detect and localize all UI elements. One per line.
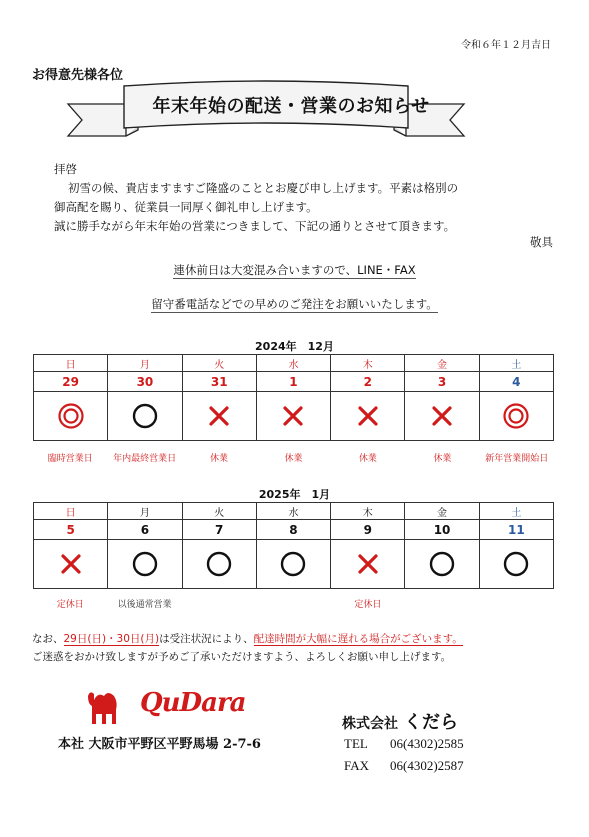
notice-text: 留守番電話などでの早めのご発注をお願いいたします。 [151,297,438,311]
status-cell [405,392,479,441]
date-cell: 9 [331,520,405,540]
double-circle-mark-icon [57,402,85,430]
footer-note [32,630,463,666]
date-cell: 7 [182,520,256,540]
weekday-cell: 水 [256,503,330,520]
status-cell [34,392,108,441]
cross-mark-icon [354,550,382,578]
double-circle-mark-icon [502,402,530,430]
date-row [34,520,554,540]
letter-line: 御高配を賜り、従業員一同厚く御礼申し上げます。 [54,200,318,214]
status-cell [182,392,256,441]
weekday-cell: 金 [405,503,479,520]
calendar-dec-title: 2024年 12月 [255,340,334,353]
fax-number: 06(4302)2587 [390,758,464,773]
date-cell: 30 [108,372,182,392]
head-office-address: 本社 大阪市平野区平野馬場 2-7-6 [58,737,261,752]
day-status-label [256,597,330,610]
status-row [34,540,554,589]
day-status-label [480,597,554,610]
notice-text: 連休前日は大変混み合いますので、LINE・FAX [173,263,416,277]
status-cell [479,540,553,589]
weekday-cell: 火 [182,503,256,520]
circle-mark-icon [279,550,307,578]
notice-line-1 [0,262,589,278]
day-status-label: 以後通常営業 [117,600,172,610]
calendar-dec [33,354,554,441]
status-cell [108,392,182,441]
date-cell: 2 [331,372,405,392]
weekday-row [34,503,554,520]
company-name [342,708,458,734]
letter-closing: 敬具 [530,235,553,249]
letter-body [54,160,554,236]
day-status-label: 休業 [210,454,229,464]
note-middle: は受注状況により、 [159,633,254,645]
date-cell: 3 [405,372,479,392]
date-cell: 11 [479,520,553,540]
letter-line: 誠に勝手ながら年末年始の営業につきまして、下記の通りとさせて頂きます。 [54,219,456,233]
letter-line: 初雪の候、貴店ますますご隆盛のこととお慶び申し上げます。平素は格別の [68,181,459,195]
circle-mark-icon [428,550,456,578]
status-cell [182,540,256,589]
date-cell: 6 [108,520,182,540]
note-dates: 29日(日)・30日(月) [63,633,160,645]
note-line-2: ご迷惑をおかけ致しますが予めご了承いただけますよう、よろしくお願い申し上げます。 [32,651,452,663]
day-status-label: 臨時営業日 [47,454,93,464]
date-row [34,372,554,392]
day-status-label: 休業 [284,454,303,464]
weekday-cell: 日 [34,355,108,372]
date-cell: 31 [182,372,256,392]
tel-label: TEL [344,736,368,751]
date-cell: 10 [405,520,479,540]
day-status-label [405,597,479,610]
status-cell [34,540,108,589]
day-status-label: 休業 [433,454,452,464]
day-status-label: 定休日 [354,600,382,610]
date-cell: 4 [479,372,553,392]
circle-mark-icon [502,550,530,578]
weekday-cell: 土 [479,503,553,520]
cross-mark-icon [279,402,307,430]
circle-mark-icon [131,402,159,430]
weekday-cell: 火 [182,355,256,372]
tel-number: 06(4302)2585 [390,736,464,751]
status-cell [256,540,330,589]
date-cell: 5 [34,520,108,540]
date-cell: 29 [34,372,108,392]
circle-mark-icon [131,550,159,578]
weekday-row [34,355,554,372]
note-prefix: なお、 [32,633,64,645]
weekday-cell: 水 [256,355,330,372]
status-cell [331,540,405,589]
circle-mark-icon [205,550,233,578]
cross-mark-icon [205,402,233,430]
weekday-cell: 金 [405,355,479,372]
calendar-dec-labels [33,451,554,464]
calendar-jan [33,502,554,589]
contact-block [344,733,464,777]
cross-mark-icon [354,402,382,430]
day-status-label: 定休日 [56,600,84,610]
company-prefix: 株式会社 [342,716,398,732]
note-warning: 配達時間が大幅に遅れる場合がございます。 [253,633,463,645]
day-status-label: 休業 [358,454,377,464]
weekday-cell: 木 [331,355,405,372]
day-status-label [182,597,256,610]
letter-opening: 拝啓 [54,162,77,176]
cross-mark-icon [57,550,85,578]
status-cell [479,392,553,441]
status-cell [108,540,182,589]
weekday-cell: 土 [479,355,553,372]
cross-mark-icon [428,402,456,430]
weekday-cell: 日 [34,503,108,520]
day-status-label: 新年営業開始日 [485,454,549,464]
weekday-cell: 木 [331,503,405,520]
status-cell [405,540,479,589]
date-cell: 1 [256,372,330,392]
status-cell [331,392,405,441]
camel-logo-icon [82,684,126,728]
status-row [34,392,554,441]
fax-label: FAX [344,758,370,773]
date-cell: 8 [256,520,330,540]
brand-logo: QuDara [140,688,246,718]
weekday-cell: 月 [108,503,182,520]
calendar-jan-title: 2025年 1月 [258,488,331,501]
company-brand: くだら [404,712,458,733]
day-status-label: 年内最終営業日 [113,454,177,464]
calendar-jan-labels [33,597,554,610]
status-cell [256,392,330,441]
addressee: お得意先様各位 [32,68,124,83]
weekday-cell: 月 [108,355,182,372]
issue-date: 令和６年１２月吉日 [461,40,551,51]
notice-line-2 [0,296,589,312]
page-title: 年末年始の配送・営業のお知らせ [152,96,430,117]
